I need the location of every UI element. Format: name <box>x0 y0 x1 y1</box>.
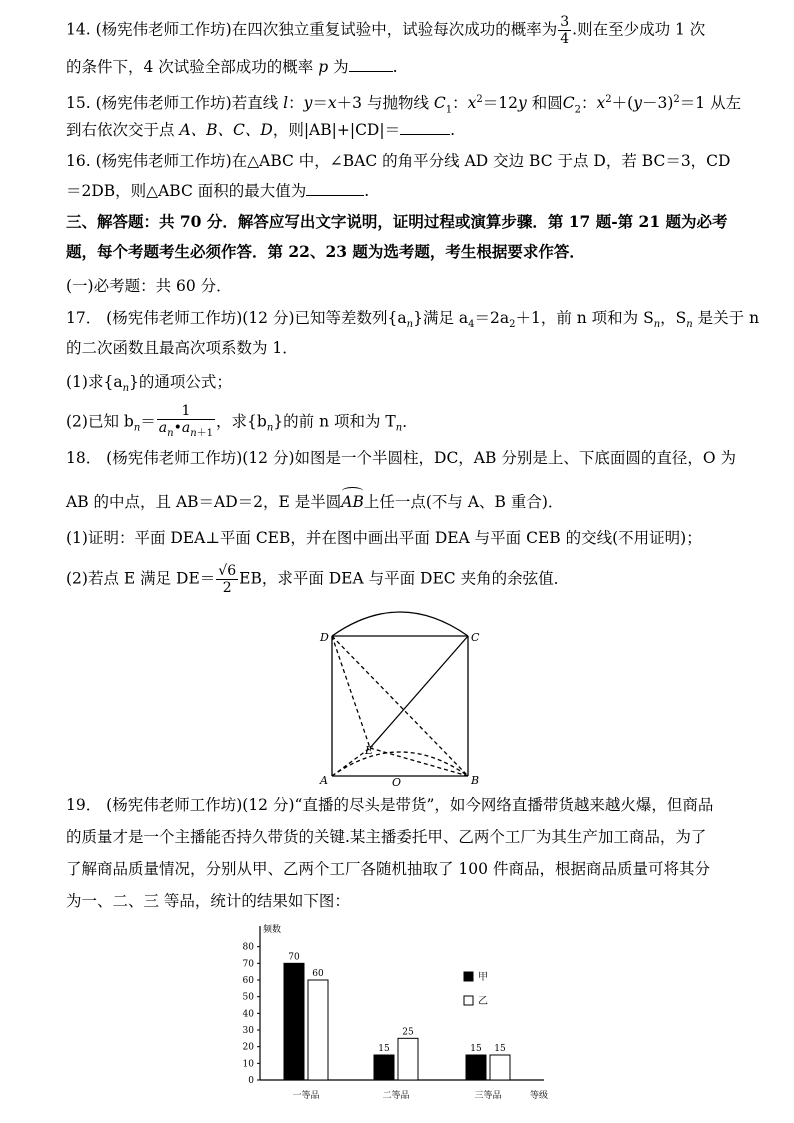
y-tick-label: 0 <box>248 1076 254 1086</box>
x-axis-label: 等级 <box>530 1091 549 1101</box>
legend-swatch <box>464 972 473 981</box>
half-cylinder-figure <box>310 596 490 790</box>
question-source: (杨宪伟老师工作坊) <box>95 94 232 113</box>
answer-blank <box>400 119 450 135</box>
q17-part2: (2)已知 $b_n=$ $\frac{1}{a_n•a_{n+1}}$ ，求$\{b_n\}$的前 n 项和为 $T_n$． <box>66 403 418 442</box>
y-tick-label: 60 <box>242 976 254 986</box>
legend-swatch <box>464 996 473 1005</box>
q16-line1: 16. (杨宪伟老师工作坊)在△ABC 中，∠BAC 的角平分线 AD 交边 BC 于点 D，若 BC＝3，CD <box>66 152 731 170</box>
q18-line2: AB 的中点，且 AB＝AD＝2，E 是半圆 AB上任一点(不与 A、B 重合)． <box>66 491 563 513</box>
label-A: A <box>320 774 328 787</box>
y-tick-label: 80 <box>242 942 254 953</box>
bar-value-label: 15 <box>470 1044 482 1054</box>
parabola-equation: C <box>428 94 446 113</box>
y-axis-label: 频数 <box>263 925 282 935</box>
question-text: .则在至少成功 1 次 <box>572 20 706 39</box>
fraction: $\frac{√6}{2}$ <box>218 563 237 596</box>
q18-part1: (1)证明：平面 DEA⊥平面 CEB，并在图中画出平面 DEA 与平面 CEB 的交线(不用证明)； <box>66 529 702 547</box>
q14-line1 <box>66 14 705 47</box>
line-equation: l <box>283 94 289 113</box>
q19-line3: 了解商品质量情况，分别从甲、乙两个工厂各随机抽取了 100 件商品，根据商品质量可将其分 <box>66 860 710 878</box>
bar-value-label: 25 <box>402 1027 414 1038</box>
fraction: $\frac{3}{4}$ <box>560 14 570 47</box>
question-source: (杨宪伟老师工作坊)(12 分) <box>106 309 295 327</box>
question-number: 18． <box>66 449 102 467</box>
q16-line2: ＝2DB，则△ABC 面积的最大值为 . <box>66 182 370 200</box>
q14-line2: 的条件下，4 次试验全部成功的概率 p 为 . <box>66 58 398 76</box>
q19-line1: 19． (杨宪伟老师工作坊)(12 分)“直播的尽头是带货”，如今网络直播带货越来越火爆，但商品 <box>66 796 714 814</box>
y-tick-label: 20 <box>242 1042 254 1053</box>
legend-label: 乙 <box>478 996 488 1007</box>
line-EB <box>370 748 468 776</box>
question-source: (杨宪伟老师工作坊)(12 分) <box>106 449 295 467</box>
question-source: (杨宪伟老师工作坊)(12 分) <box>106 796 295 814</box>
label-O: O <box>392 776 402 789</box>
label-C: C <box>471 631 480 644</box>
answer-blank <box>349 56 393 72</box>
bar-value-label: 15 <box>494 1044 506 1054</box>
bottom-arc <box>332 752 468 776</box>
bar-value-label: 60 <box>312 969 324 979</box>
line-EC <box>370 636 468 748</box>
q19-line2: 的质量才是一个主播能否持久带货的关键.某主播委托甲、乙两个工厂为其生产加工商品，为了 <box>66 828 707 846</box>
q18-part2: (2)若点 E 满足 DE＝ $\frac{√6}{2}$ EB，求平面 DEA 与平面 DEC 夹角的余弦值． <box>66 563 570 596</box>
section-heading-cont: 题，每个考题考生必须作答．第 22、23 题为选考题，考生根据要求作答． <box>66 242 585 261</box>
bar <box>398 1038 418 1080</box>
category-label: 一等品 <box>292 1091 320 1101</box>
bar <box>490 1055 510 1080</box>
question-number: 15. <box>66 94 91 113</box>
label-D: D <box>320 631 329 644</box>
q17-line1: 17． (杨宪伟老师工作坊)(12 分)已知等差数列$\{a_n\}$满足 $a_4=2a_2+1$，前 n 项和为 $S_n$，$S_n$ 是关于 n <box>66 309 760 331</box>
bar-value-label: 70 <box>288 952 300 963</box>
y-tick-label: 40 <box>242 1009 254 1020</box>
bar-value-label: 15 <box>378 1044 390 1054</box>
q17-line2: 的二次函数且最高次项系数为 1． <box>66 339 298 357</box>
bar <box>374 1055 394 1080</box>
section-heading: 三、解答题：共 70 分．解答应写出文字说明，证明过程或演算步骤．第 17 题-第 21 题为必考 <box>66 212 728 231</box>
line-DE <box>332 636 370 748</box>
chart-bars <box>284 963 510 1080</box>
question-number: 16. <box>66 152 91 170</box>
bar <box>308 980 328 1080</box>
top-arc <box>332 612 468 636</box>
question-text: 在四次独立重复试验中，试验每次成功的概率为 <box>231 20 558 39</box>
y-tick-label: 30 <box>242 1026 254 1036</box>
question-number: 19． <box>66 796 102 814</box>
bar <box>466 1055 486 1080</box>
q15-line1: 15. (杨宪伟老师工作坊)若直线 l：y＝x＋3 与抛物线 $C_1$：$x^2=12y$ 和圆$C_2$：$x^2+(y-3)^2=1$ 从左 <box>66 94 742 116</box>
answer-blank <box>306 180 364 196</box>
chart-legend <box>464 971 488 1007</box>
category-label: 二等品 <box>382 1091 410 1101</box>
question-source: (杨宪伟老师工作坊) <box>95 20 232 39</box>
label-E: E <box>365 744 374 757</box>
legend-label: 甲 <box>478 972 488 983</box>
bar <box>284 963 304 1080</box>
y-tick-label: 70 <box>242 959 254 970</box>
arc-symbol: AB <box>341 491 364 513</box>
question-number: 17． <box>66 309 102 327</box>
line-DB <box>332 636 468 776</box>
required-heading: (一)必考题：共 60 分． <box>66 277 232 295</box>
q15-line2: 到右依次交于点 A、B、C、D，则|AB|+|CD|＝ . <box>66 121 456 139</box>
category-label: 三等品 <box>474 1091 502 1101</box>
circle-equation: C <box>562 94 575 113</box>
quality-bar-chart <box>226 920 566 1120</box>
q18-line1: 18． (杨宪伟老师工作坊)(12 分)如图是一个半圆柱，DC，AB 分别是上、下底面圆的直径，O 为 <box>66 449 736 467</box>
y-tick-label: 10 <box>242 1059 254 1070</box>
question-source: (杨宪伟老师工作坊) <box>95 152 232 170</box>
q17-part1: (1)求$\{a_n\}$的通项公式； <box>66 373 232 395</box>
fraction: $\frac{1}{a_n•a_{n+1}}$ <box>158 403 214 439</box>
label-B: B <box>471 774 480 787</box>
q19-line4: 为一、二、三 等品，统计的结果如下图： <box>66 892 350 910</box>
question-number: 14. <box>66 20 91 39</box>
y-tick-label: 50 <box>242 992 254 1003</box>
